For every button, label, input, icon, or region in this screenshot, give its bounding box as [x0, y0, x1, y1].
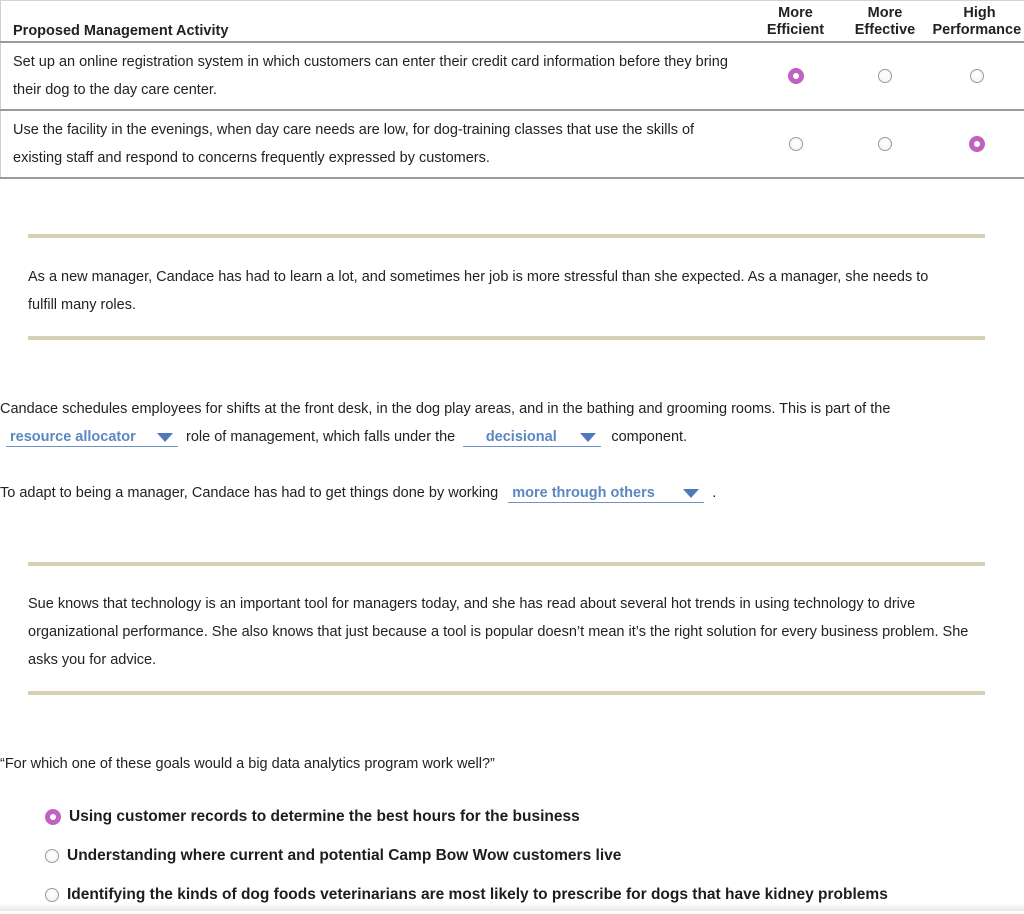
- answer-choices: [45, 797, 888, 914]
- radio-high-performance[interactable]: [969, 136, 985, 152]
- paragraph-text: Candace schedules employees for shifts at the front desk, in the dog play areas, and in the bathing and grooming rooms. This is part of the: [0, 401, 890, 417]
- chevron-down-icon: [683, 489, 699, 498]
- dropdown-value: more through others: [512, 485, 655, 501]
- column-header-high-performance: [930, 1, 1024, 43]
- scenario-text: As a new manager, Candace has had to learn a lot, and sometimes her job is more stressful than she expected. As a manager, she needs to fulfill many roles.: [28, 263, 955, 319]
- column-header-line2: Effective: [855, 22, 915, 38]
- table-header-row: [1, 1, 1024, 43]
- radio-more-effective[interactable]: [878, 137, 892, 151]
- answer-label: Identifying the kinds of dog foods veterinarians are most likely to prescribe for dogs that have kidney problems: [67, 886, 888, 904]
- scenario-box-candace: [28, 234, 985, 340]
- activity-text: Use the facility in the evenings, when day care needs are low, for dog-training classes that use the skills of existing staff and respond to concerns frequently expressed by customers.: [1, 110, 751, 178]
- radio-button[interactable]: [45, 888, 59, 902]
- dropdown-value: decisional: [486, 429, 557, 445]
- bottom-fade: [0, 903, 1024, 911]
- question-prompt: “For which one of these goals would a big data analytics program work well?”: [0, 750, 495, 778]
- fill-in-paragraph-adapt: [0, 479, 800, 507]
- activity-text: Set up an online registration system in which customers can enter their credit card information before they bring their dog to the day care center.: [1, 42, 751, 110]
- column-header-line1: More: [868, 5, 903, 21]
- role-dropdown[interactable]: [6, 428, 178, 447]
- radio-more-effective[interactable]: [878, 69, 892, 83]
- radio-high-performance[interactable]: [970, 69, 984, 83]
- answer-option[interactable]: [45, 797, 888, 836]
- paragraph-text: .: [712, 485, 716, 501]
- paragraph-text: component.: [611, 429, 687, 445]
- radio-button[interactable]: [45, 849, 59, 863]
- activity-column-header: Proposed Management Activity: [1, 1, 751, 43]
- scenario-box-sue: [28, 562, 985, 695]
- column-header-more-efficient: [751, 1, 841, 43]
- component-dropdown[interactable]: [463, 428, 601, 447]
- paragraph-text: To adapt to being a manager, Candace has had to get things done by working: [0, 485, 498, 501]
- radio-button[interactable]: [45, 809, 61, 825]
- column-header-more-effective: [841, 1, 930, 43]
- column-header-line2: Efficient: [767, 22, 824, 38]
- scenario-text: Sue knows that technology is an important tool for managers today, and she has read about several hot trends in using technology to drive organizational performance. She also knows that just because a tool is popular doesn’t mean it’s the right solution for every business problem. She asks you for advice.: [28, 590, 975, 674]
- fill-in-paragraph-roles: [0, 395, 990, 451]
- activity-table: [0, 0, 1024, 179]
- radio-more-efficient[interactable]: [789, 137, 803, 151]
- column-header-line1: More: [778, 5, 813, 21]
- paragraph-text: role of management, which falls under the: [186, 429, 455, 445]
- table-row: [1, 42, 1024, 110]
- answer-label: Using customer records to determine the best hours for the business: [69, 808, 580, 826]
- radio-more-efficient[interactable]: [788, 68, 804, 84]
- table-row: [1, 110, 1024, 178]
- column-header-line1: High: [930, 5, 1024, 22]
- chevron-down-icon: [157, 433, 173, 442]
- dropdown-value: resource allocator: [10, 429, 136, 445]
- chevron-down-icon: [580, 433, 596, 442]
- column-header-line2: Performance: [930, 22, 1024, 39]
- answer-label: Understanding where current and potential Camp Bow Wow customers live: [67, 847, 621, 865]
- answer-option[interactable]: [45, 836, 888, 875]
- working-dropdown[interactable]: [508, 484, 704, 503]
